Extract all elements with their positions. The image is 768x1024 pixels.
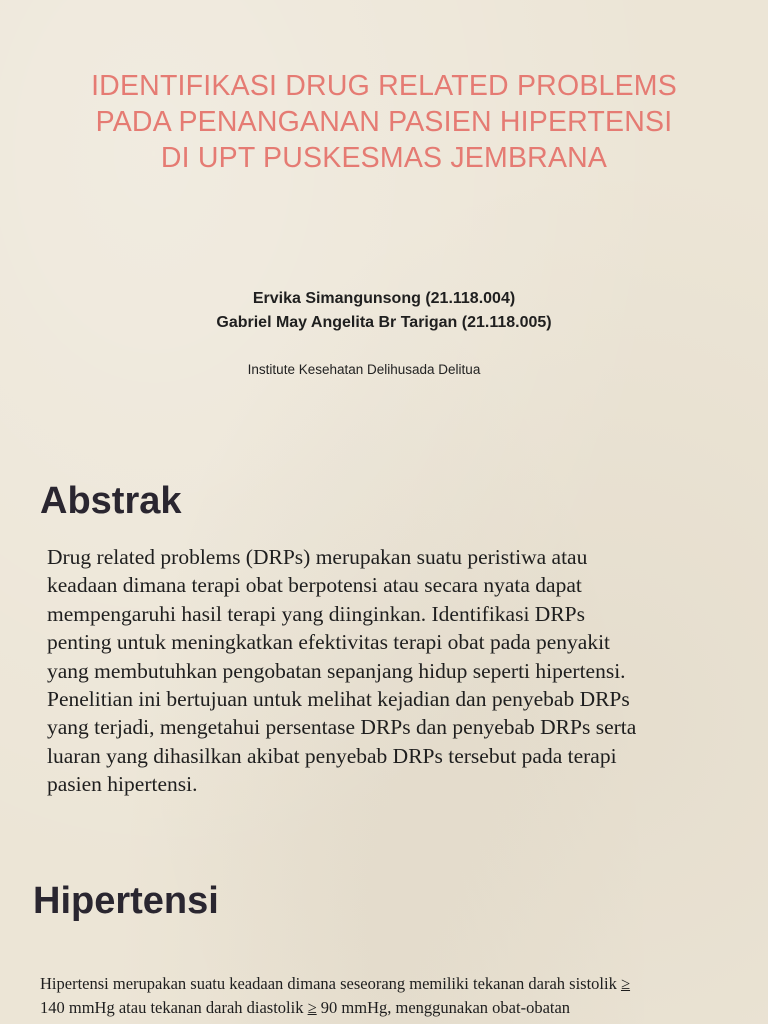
paragraph-line: luaran yang dihasilkan akibat penyebab DRPs tersebut pada terapi xyxy=(47,743,617,768)
paragraph-line xyxy=(40,972,740,996)
paragraph-line: pasien hipertensi. xyxy=(47,772,198,797)
gte-symbol: ≥ xyxy=(307,998,317,1017)
paragraph-line: mempengaruhi hasil terapi yang diinginkan. Identifikasi DRPs xyxy=(47,601,585,626)
title-line: IDENTIFIKASI DRUG RELATED PROBLEMS xyxy=(91,70,677,102)
paragraph-line: yang membutuhkan pengobatan sepanjang hidup seperti hipertensi. xyxy=(47,658,626,683)
abstract-paragraph xyxy=(47,543,727,799)
hipertensi-paragraph xyxy=(40,972,740,1020)
section-heading-hipertensi: Hipertensi xyxy=(33,880,219,922)
title-line: DI UPT PUSKESMAS JEMBRANA xyxy=(160,142,608,174)
line-text: 90 mmHg, menggunakan obat-obatan xyxy=(316,998,571,1017)
author-name: Gabriel May Angelita Br Tarigan (21.118.005) xyxy=(216,314,552,331)
paragraph-line: penting untuk meningkatkan efektivitas terapi obat pada penyakit xyxy=(47,630,611,655)
author-list xyxy=(0,287,768,335)
section-heading-abstrak: Abstrak xyxy=(40,480,182,522)
paragraph-line xyxy=(40,996,740,1020)
line-text: Hipertensi merupakan suatu keadaan dimana seseorang memiliki tekanan darah sistolik xyxy=(40,974,621,993)
gte-symbol: ≥ xyxy=(620,974,631,993)
paragraph-line: Penelitian ini bertujuan untuk melihat kejadian dan penyebab DRPs xyxy=(47,687,630,712)
affiliation: Institute Kesehatan Delihusada Delitua xyxy=(247,362,481,377)
paragraph-line: yang terjadi, mengetahui persentase DRPs dan penyebab DRPs serta xyxy=(47,715,637,740)
author-name: Ervika Simangunsong (21.118.004) xyxy=(252,290,516,307)
paragraph-line: Drug related problems (DRPs) merupakan suatu peristiwa atau xyxy=(47,545,588,569)
title-line: PADA PENANGANAN PASIEN HIPERTENSI xyxy=(95,106,673,138)
document-title xyxy=(0,68,768,176)
line-text: 140 mmHg atau tekanan darah diastolik xyxy=(40,998,308,1017)
paragraph-line: keadaan dimana terapi obat berpotensi atau secara nyata dapat xyxy=(47,573,582,598)
